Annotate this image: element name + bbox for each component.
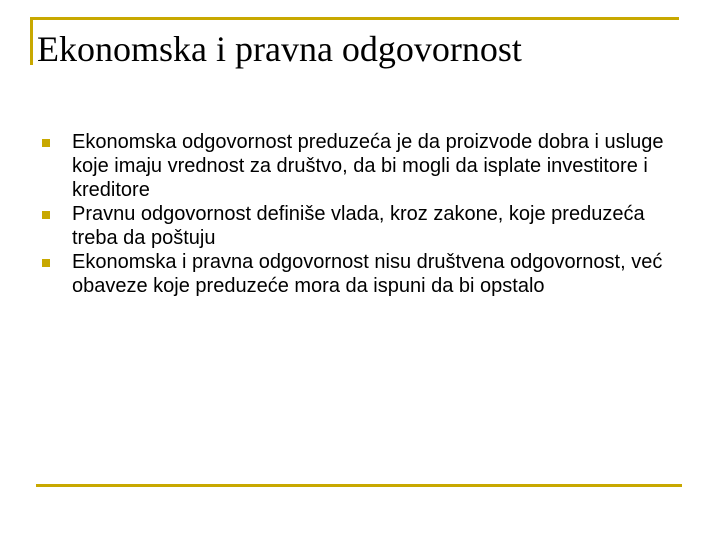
- bullet-text: Ekonomska odgovornost preduzeća je da proizvode dobra i usluge koje imaju vrednost za društvo, da bi mogli da isplate investitore i kreditore: [72, 131, 664, 201]
- bullet-text: Pravnu odgovornost definiše vlada, kroz zakone, koje preduzeća treba da poštuju: [72, 203, 645, 249]
- frame-left-border: [30, 17, 33, 65]
- frame-bottom-border: [36, 484, 682, 487]
- square-bullet-icon: [42, 211, 50, 219]
- square-bullet-icon: [42, 259, 50, 267]
- bullet-item: [42, 202, 682, 250]
- bullet-list: [42, 130, 682, 298]
- slide-title: Ekonomska i pravna odgovornost: [37, 29, 522, 69]
- frame-top-border: [30, 17, 679, 20]
- square-bullet-icon: [42, 139, 50, 147]
- bullet-text: Ekonomska i pravna odgovornost nisu društvena odgovornost, već obaveze koje preduzeće mora da ispuni da bi opstalo: [72, 251, 663, 297]
- bullet-item: [42, 130, 682, 202]
- bullet-item: [42, 250, 682, 298]
